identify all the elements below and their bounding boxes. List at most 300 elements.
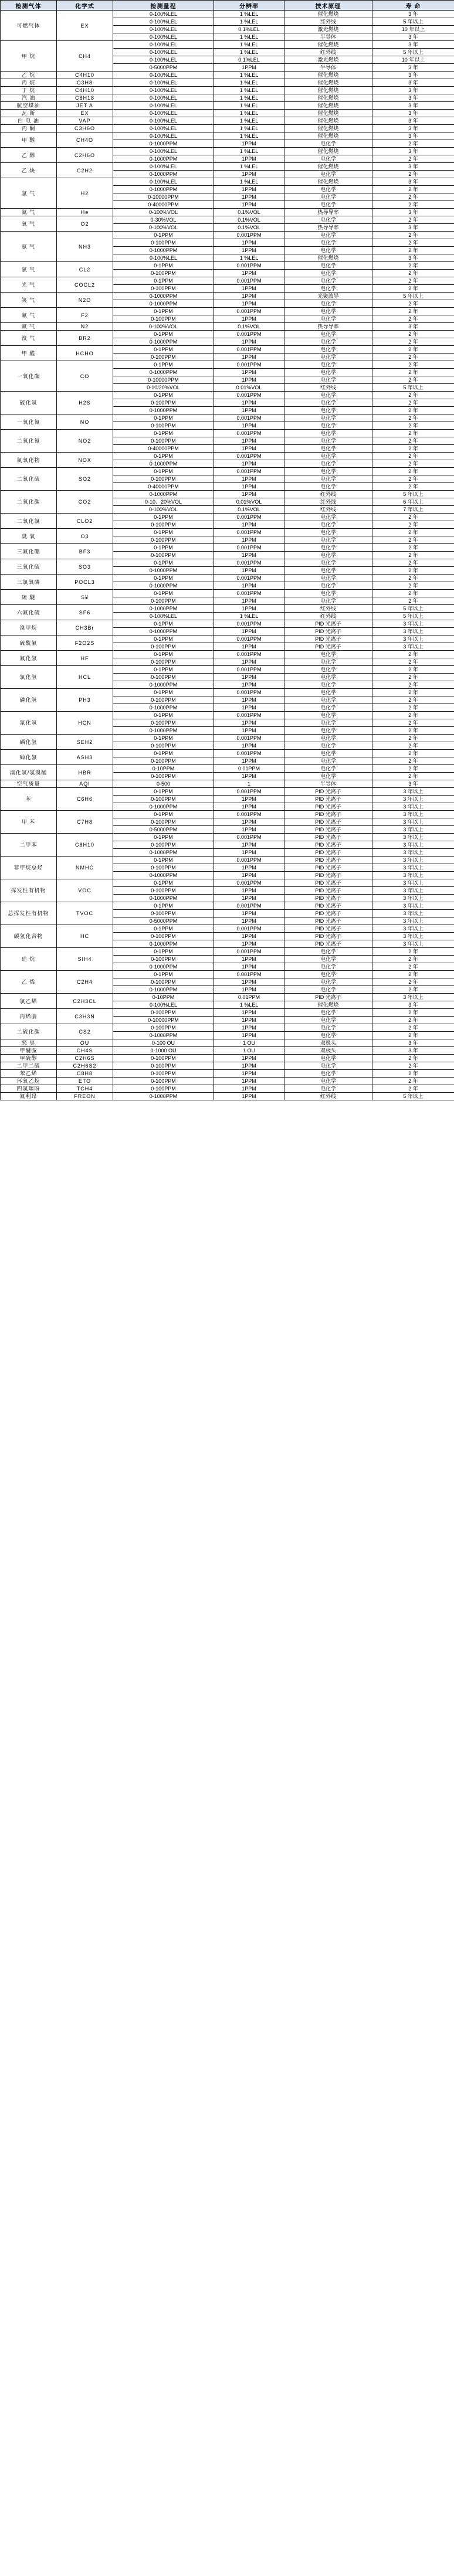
- table-row: [1, 1055, 454, 1062]
- cell-life: 3 年以上: [372, 635, 454, 643]
- cell-range: 0-1PPM: [113, 590, 214, 597]
- cell-range: 0-1PPM: [113, 666, 214, 674]
- cell-range: 0-10/20%VOL: [113, 384, 214, 392]
- cell-range: 0-1000PPM: [113, 872, 214, 879]
- cell-formula: C2H6S: [57, 1055, 113, 1062]
- cell-technology: 催化燃烧: [284, 94, 372, 102]
- cell-formula: SO3: [57, 559, 113, 575]
- cell-technology: 电化学: [284, 414, 372, 422]
- cell-gas-name: 氨 气: [1, 232, 57, 262]
- cell-formula: F2: [57, 308, 113, 323]
- cell-gas-name: 甲硫醇: [1, 1055, 57, 1062]
- cell-formula: C2H6S2: [57, 1062, 113, 1070]
- cell-technology: 催化燃烧: [284, 1001, 372, 1009]
- cell-resolution: 0.001PPM: [214, 331, 284, 338]
- cell-range: 0-1PPM: [113, 414, 214, 422]
- cell-technology: 红外线: [284, 506, 372, 514]
- cell-technology: 电化学: [284, 300, 372, 308]
- cell-range: 0-100%LEL: [113, 254, 214, 262]
- cell-gas-name: 一氧化氮: [1, 414, 57, 430]
- cell-resolution: 1PPM: [214, 155, 284, 163]
- cell-life: 2 年: [372, 277, 454, 285]
- cell-life: 3 年以上: [372, 857, 454, 864]
- cell-life: 2 年: [372, 681, 454, 689]
- cell-range: 0-100PPM: [113, 1062, 214, 1070]
- cell-resolution: 0.1%VOL: [214, 323, 284, 331]
- cell-range: 0-100PPM: [113, 933, 214, 940]
- cell-resolution: 1 %LEL: [214, 33, 284, 41]
- cell-technology: 电化学: [284, 216, 372, 224]
- cell-life: 2 年: [372, 453, 454, 460]
- cell-resolution: 1PPM: [214, 376, 284, 384]
- cell-life: 2 年: [372, 239, 454, 247]
- cell-life: 2 年: [372, 186, 454, 193]
- cell-technology: 红外线: [284, 613, 372, 620]
- cell-formula: CLO2: [57, 514, 113, 529]
- cell-resolution: 1PPM: [214, 597, 284, 605]
- cell-technology: PID 光离子: [284, 788, 372, 796]
- cell-formula: NH3: [57, 232, 113, 262]
- cell-technology: 电化学: [284, 155, 372, 163]
- cell-technology: 电化学: [284, 483, 372, 491]
- cell-formula: CS2: [57, 1024, 113, 1039]
- cell-resolution: 1 %LEL: [214, 18, 284, 26]
- cell-life: 2 年: [372, 475, 454, 483]
- cell-resolution: 1PPM: [214, 1085, 284, 1093]
- cell-formula: AQI: [57, 780, 113, 788]
- cell-formula: CH4O: [57, 132, 113, 148]
- cell-resolution: 0.001PPM: [214, 232, 284, 239]
- cell-resolution: 0.001PPM: [214, 453, 284, 460]
- cell-life: 3 年: [372, 1001, 454, 1009]
- cell-life: 2 年: [372, 567, 454, 575]
- cell-gas-name: 碳氢化合物: [1, 925, 57, 948]
- cell-technology: 电化学: [284, 376, 372, 384]
- cell-formula: CO2: [57, 491, 113, 514]
- cell-gas-name: 汽 油: [1, 94, 57, 102]
- cell-life: 2 年: [372, 468, 454, 475]
- cell-range: 0-100PPM: [113, 864, 214, 872]
- cell-range: 0-100PPM: [113, 1070, 214, 1078]
- cell-life: 3 年: [372, 178, 454, 186]
- cell-range: 0-100PPM: [113, 354, 214, 361]
- cell-resolution: 0.01PPM: [214, 994, 284, 1001]
- cell-formula: ETO: [57, 1078, 113, 1085]
- cell-resolution: 1PPM: [214, 567, 284, 575]
- cell-range: 0-100 OU: [113, 1039, 214, 1047]
- cell-resolution: 1PPM: [214, 841, 284, 849]
- cell-range: 0-1000PPM: [113, 300, 214, 308]
- cell-range: 0-100%LEL: [113, 110, 214, 117]
- cell-life: 2 年: [372, 140, 454, 148]
- cell-technology: 催化燃烧: [284, 11, 372, 18]
- cell-life: 3 年以上: [372, 879, 454, 887]
- cell-resolution: 0.001PPM: [214, 689, 284, 696]
- cell-technology: 电化学: [284, 674, 372, 681]
- cell-resolution: 1PPM: [214, 796, 284, 803]
- cell-gas-name: 溴化氢/氢溴酸: [1, 765, 57, 780]
- cell-technology: 电化学: [284, 1032, 372, 1039]
- cell-technology: 电化学: [284, 750, 372, 757]
- table-row: [1, 651, 454, 658]
- cell-technology: PID 光离子: [284, 917, 372, 925]
- cell-life: 3 年以上: [372, 887, 454, 895]
- cell-formula: EX: [57, 110, 113, 117]
- cell-life: 3 年: [372, 125, 454, 132]
- cell-resolution: 1PPM: [214, 895, 284, 902]
- cell-technology: 催化燃烧: [284, 132, 372, 140]
- cell-formula: He: [57, 209, 113, 216]
- cell-resolution: 0.001PPM: [214, 392, 284, 399]
- cell-gas-name: 乙 炔: [1, 163, 57, 178]
- cell-life: 3 年以上: [372, 811, 454, 818]
- cell-range: 0-1PPM: [113, 948, 214, 956]
- cell-technology: PID 光离子: [284, 643, 372, 651]
- cell-resolution: 1PPM: [214, 1062, 284, 1070]
- cell-resolution: 1PPM: [214, 338, 284, 346]
- cell-range: 0-100%LEL: [113, 26, 214, 33]
- cell-technology: 催化燃烧: [284, 87, 372, 94]
- cell-resolution: 0.1%VOL: [214, 506, 284, 514]
- cell-range: 0-100%LEL: [113, 94, 214, 102]
- cell-formula: C2H3CL: [57, 994, 113, 1009]
- table-row: [1, 1070, 454, 1078]
- cell-gas-name: 溴 气: [1, 331, 57, 346]
- cell-formula: HBR: [57, 765, 113, 780]
- cell-life: 2 年: [372, 986, 454, 994]
- cell-resolution: 0.001PPM: [214, 544, 284, 552]
- cell-technology: PID 光离子: [284, 994, 372, 1001]
- cell-resolution: 1PPM: [214, 727, 284, 735]
- cell-resolution: 0.001PPM: [214, 735, 284, 742]
- cell-resolution: 1PPM: [214, 247, 284, 254]
- cell-range: 0-1PPM: [113, 925, 214, 933]
- cell-technology: 电化学: [284, 247, 372, 254]
- cell-gas-name: 氯化氢: [1, 666, 57, 689]
- cell-range: 0-40000PPM: [113, 201, 214, 209]
- cell-life: 2 年: [372, 155, 454, 163]
- cell-range: 0-1PPM: [113, 544, 214, 552]
- cell-range: 0-100PPM: [113, 1009, 214, 1017]
- cell-life: 2 年: [372, 536, 454, 544]
- cell-formula: C3H6O: [57, 125, 113, 132]
- cell-gas-name: 氯 气: [1, 262, 57, 277]
- cell-range: 0-1PPM: [113, 346, 214, 354]
- cell-technology: 半导体: [284, 64, 372, 72]
- cell-life: 3 年: [372, 163, 454, 171]
- cell-range: 0-1000PPM: [113, 140, 214, 148]
- cell-range: 0-1PPM: [113, 575, 214, 582]
- cell-resolution: 0.001PPM: [214, 834, 284, 841]
- cell-technology: 红外线: [284, 491, 372, 498]
- table-row: [1, 712, 454, 719]
- cell-range: 0-100PPM: [113, 773, 214, 780]
- cell-resolution: 1PPM: [214, 422, 284, 430]
- table-row: [1, 491, 454, 498]
- table-row: [1, 857, 454, 864]
- cell-formula: N2O: [57, 293, 113, 308]
- cell-gas-name: 瓦 斯: [1, 110, 57, 117]
- cell-resolution: 1: [214, 780, 284, 788]
- cell-life: 2 年: [372, 331, 454, 338]
- cell-range: 0-100PPM: [113, 696, 214, 704]
- cell-gas-name: 硫 醚: [1, 590, 57, 605]
- cell-life: 2 年: [372, 338, 454, 346]
- cell-gas-name: 空气质量: [1, 780, 57, 788]
- cell-technology: PID 光离子: [284, 620, 372, 628]
- cell-range: 0-10000PPM: [113, 1017, 214, 1024]
- cell-life: 2 年: [372, 727, 454, 735]
- cell-life: 3 年: [372, 33, 454, 41]
- cell-technology: 电化学: [284, 407, 372, 414]
- cell-range: 0-500: [113, 780, 214, 788]
- cell-resolution: 1PPM: [214, 64, 284, 72]
- cell-life: 2 年: [372, 247, 454, 254]
- cell-life: 2 年: [372, 201, 454, 209]
- cell-technology: 电化学: [284, 277, 372, 285]
- table-row: [1, 948, 454, 956]
- cell-life: 3 年以上: [372, 788, 454, 796]
- cell-life: 3 年: [372, 1047, 454, 1055]
- cell-gas-name: 甲 醛: [1, 346, 57, 361]
- cell-resolution: 1PPM: [214, 628, 284, 635]
- cell-resolution: 1PPM: [214, 605, 284, 613]
- cell-life: 5 年以上: [372, 293, 454, 300]
- table-header-row: [1, 1, 454, 11]
- cell-gas-name: 丙 烷: [1, 79, 57, 87]
- cell-gas-name: 二氧化硫: [1, 468, 57, 491]
- table-row: [1, 308, 454, 315]
- cell-life: 5 年以上: [372, 491, 454, 498]
- cell-range: 0-100PPM: [113, 437, 214, 445]
- cell-resolution: 1 OU: [214, 1047, 284, 1055]
- cell-gas-name: 一氧化碳: [1, 361, 57, 392]
- cell-life: 2 年: [372, 193, 454, 201]
- cell-life: 5 年以上: [372, 1093, 454, 1100]
- cell-resolution: 0.01%VOL: [214, 384, 284, 392]
- table-row: [1, 925, 454, 933]
- table-row: [1, 1085, 454, 1093]
- cell-range: 0-1PPM: [113, 902, 214, 910]
- cell-technology: 电化学: [284, 201, 372, 209]
- cell-range: 0-100%LEL: [113, 41, 214, 49]
- cell-life: 2 年: [372, 666, 454, 674]
- cell-technology: PID 光离子: [284, 933, 372, 940]
- table-row: [1, 879, 454, 887]
- table-row: [1, 117, 454, 125]
- table-row: [1, 750, 454, 757]
- cell-range: 0-1PPM: [113, 689, 214, 696]
- table-row: [1, 41, 454, 49]
- cell-technology: 电化学: [284, 552, 372, 559]
- cell-life: 3 年以上: [372, 940, 454, 948]
- cell-resolution: 1PPM: [214, 293, 284, 300]
- cell-resolution: 1PPM: [214, 270, 284, 277]
- cell-gas-name: 光 气: [1, 277, 57, 293]
- table-row: [1, 346, 454, 354]
- cell-technology: PID 光离子: [284, 887, 372, 895]
- cell-technology: 电化学: [284, 437, 372, 445]
- cell-resolution: 0.001PPM: [214, 262, 284, 270]
- cell-formula: C8H10: [57, 834, 113, 857]
- cell-range: 0-1PPM: [113, 750, 214, 757]
- cell-resolution: 1PPM: [214, 986, 284, 994]
- cell-life: 2 年: [372, 948, 454, 956]
- cell-formula: CO: [57, 361, 113, 392]
- cell-resolution: 1 %LEL: [214, 1001, 284, 1009]
- cell-range: 0-1000PPM: [113, 369, 214, 376]
- cell-formula: NO: [57, 414, 113, 430]
- cell-resolution: 1PPM: [214, 437, 284, 445]
- cell-formula: HC: [57, 925, 113, 948]
- cell-gas-name: 氯乙烯: [1, 994, 57, 1009]
- cell-technology: 电化学: [284, 956, 372, 963]
- cell-resolution: 1 %LEL: [214, 79, 284, 87]
- cell-life: 3 年以上: [372, 849, 454, 857]
- cell-technology: 电化学: [284, 468, 372, 475]
- header-formula: 化学式: [57, 1, 113, 11]
- cell-resolution: 0.001PPM: [214, 414, 284, 422]
- cell-life: 2 年: [372, 346, 454, 354]
- cell-range: 0-1PPM: [113, 514, 214, 521]
- table-row: [1, 605, 454, 613]
- cell-technology: 电化学: [284, 666, 372, 674]
- cell-life: 3 年以上: [372, 872, 454, 879]
- cell-resolution: 1PPM: [214, 742, 284, 750]
- cell-resolution: 1PPM: [214, 285, 284, 293]
- cell-range: 0-1000PPM: [113, 1032, 214, 1039]
- header-range: 检测量程: [113, 1, 214, 11]
- table-row: [1, 331, 454, 338]
- cell-technology: 电化学: [284, 590, 372, 597]
- cell-life: 2 年: [372, 559, 454, 567]
- cell-range: 0-100PPM: [113, 315, 214, 323]
- cell-formula: N2: [57, 323, 113, 331]
- cell-range: 0-1000PPM: [113, 582, 214, 590]
- cell-life: 5 年以上: [372, 49, 454, 56]
- cell-formula: C7H8: [57, 811, 113, 834]
- cell-resolution: 0.001PPM: [214, 925, 284, 933]
- cell-gas-name: 二硫化碳: [1, 1024, 57, 1039]
- cell-technology: PID 光离子: [284, 910, 372, 917]
- cell-resolution: 0.001PPM: [214, 277, 284, 285]
- cell-range: 0-100%LEL: [113, 117, 214, 125]
- cell-range: 0-100%LEL: [113, 11, 214, 18]
- cell-technology: 电化学: [284, 1085, 372, 1093]
- cell-resolution: 0.01PPM: [214, 765, 284, 773]
- cell-life: 3 年: [372, 224, 454, 232]
- cell-resolution: 1PPM: [214, 704, 284, 712]
- gas-detection-spec-sheet: [0, 0, 454, 1100]
- cell-life: 3 年以上: [372, 628, 454, 635]
- cell-range: 0-1PPM: [113, 392, 214, 399]
- cell-range: 0-100PPM: [113, 719, 214, 727]
- cell-life: 6 年以上: [372, 498, 454, 506]
- cell-gas-name: 砷化氢: [1, 750, 57, 765]
- cell-resolution: 1PPM: [214, 978, 284, 986]
- cell-range: 0-1000 OU: [113, 1047, 214, 1055]
- cell-life: 2 年: [372, 978, 454, 986]
- table-row: [1, 430, 454, 437]
- cell-technology: 催化燃烧: [284, 102, 372, 110]
- cell-technology: PID 光离子: [284, 857, 372, 864]
- cell-resolution: 1PPM: [214, 1032, 284, 1039]
- cell-gas-name: 航空煤油: [1, 102, 57, 110]
- cell-technology: 红外线: [284, 1093, 372, 1100]
- cell-resolution: 0.001PPM: [214, 879, 284, 887]
- cell-range: 0-100PPM: [113, 757, 214, 765]
- cell-life: 2 年: [372, 1009, 454, 1017]
- cell-range: 0-100PPM: [113, 239, 214, 247]
- table-row: [1, 1009, 454, 1017]
- cell-resolution: 1PPM: [214, 849, 284, 857]
- cell-gas-name: 二氧化氯: [1, 514, 57, 529]
- cell-resolution: 1 %LEL: [214, 148, 284, 155]
- cell-range: 0-100PPM: [113, 978, 214, 986]
- cell-range: 0-1000PPM: [113, 803, 214, 811]
- cell-life: 3 年以上: [372, 895, 454, 902]
- cell-technology: 光聚波导: [284, 293, 372, 300]
- cell-range: 0-1PPM: [113, 361, 214, 369]
- cell-resolution: 0.01%VOL: [214, 498, 284, 506]
- cell-technology: 红外线: [284, 498, 372, 506]
- table-row: [1, 323, 454, 331]
- cell-gas-name: 硫化氢: [1, 392, 57, 414]
- cell-life: 10 年以上: [372, 26, 454, 33]
- cell-gas-name: 二氧化氮: [1, 430, 57, 453]
- cell-formula: CH4S: [57, 1047, 113, 1055]
- cell-resolution: 1 %LEL: [214, 11, 284, 18]
- cell-life: 2 年: [372, 361, 454, 369]
- cell-resolution: 1PPM: [214, 582, 284, 590]
- cell-technology: 电化学: [284, 262, 372, 270]
- table-row: [1, 361, 454, 369]
- cell-resolution: 1PPM: [214, 643, 284, 651]
- cell-formula: F2O2S: [57, 635, 113, 651]
- cell-life: 3 年以上: [372, 925, 454, 933]
- cell-range: 0-100PPM: [113, 1085, 214, 1093]
- table-row: [1, 148, 454, 155]
- cell-formula: CL2: [57, 262, 113, 277]
- cell-range: 0-1000PPM: [113, 681, 214, 689]
- cell-technology: 电化学: [284, 354, 372, 361]
- cell-life: 3 年: [372, 780, 454, 788]
- cell-formula: C2H2: [57, 163, 113, 178]
- cell-gas-name: 三氟化硼: [1, 544, 57, 559]
- cell-range: 0-100%LEL: [113, 79, 214, 87]
- table-row: [1, 125, 454, 132]
- cell-technology: 电化学: [284, 399, 372, 407]
- cell-formula: C8H18: [57, 94, 113, 102]
- cell-gas-name: 硅 烷: [1, 948, 57, 971]
- cell-resolution: 1 %LEL: [214, 49, 284, 56]
- cell-technology: 电化学: [284, 735, 372, 742]
- cell-resolution: 0.001PPM: [214, 635, 284, 643]
- cell-range: 0-1000PPM: [113, 895, 214, 902]
- cell-technology: 电化学: [284, 193, 372, 201]
- cell-range: 0-100%LEL: [113, 148, 214, 155]
- cell-life: 3 年以上: [372, 826, 454, 834]
- cell-life: 3 年: [372, 102, 454, 110]
- cell-technology: 双极头: [284, 1039, 372, 1047]
- cell-range: 0-100%LEL: [113, 18, 214, 26]
- cell-technology: 电化学: [284, 529, 372, 536]
- cell-technology: 催化燃烧: [284, 125, 372, 132]
- cell-formula: CH3Br: [57, 620, 113, 635]
- cell-resolution: 1PPM: [214, 818, 284, 826]
- cell-resolution: 1PPM: [214, 300, 284, 308]
- cell-range: 0-100%LEL: [113, 178, 214, 186]
